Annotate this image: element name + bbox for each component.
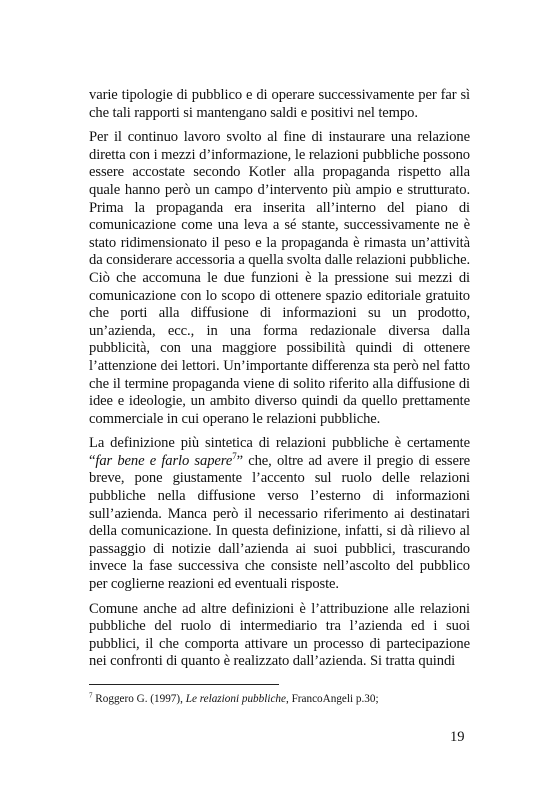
page-body	[89, 87, 470, 678]
paragraph-3-start: La definizione più sintetica di relazioni pubbliche è certamente “	[89, 435, 470, 469]
paragraph-1: varie tipologie di pubblico e di operare successivamente per far sì che tali rapporti si mantengano saldi e positivi nel tempo.	[89, 87, 470, 121]
footnote-divider	[89, 684, 279, 685]
footnote-reference[interactable]: 7	[232, 451, 237, 462]
footnote-number: 7	[89, 691, 93, 700]
footnote-text-end: , FrancoAngeli p.30;	[285, 693, 379, 705]
paragraph-3	[89, 435, 470, 593]
paragraph-4: Comune anche ad altre definizioni è l’attribuzione alle relazioni pubbliche del ruolo di intermediario tra l’azienda ed i suoi pubblici, il che comporta attivare un processo di partecipazione nei confronti di quanto è realizzato dall’azienda. Si tratta quindi	[89, 600, 470, 670]
page-number: 19	[450, 729, 465, 745]
paragraph-2: Per il continuo lavoro svolto al fine di instaurare una relazione diretta con i mezzi d’informazione, le relazioni pubbliche possono essere accostate secondo Kotler alla propaganda rispetto alla quale hanno però un campo d’intervento più ampio e strutturato. Prima la propaganda era inserita all’interno del piano di comunicazione come una leva a sé stante, successivamente ne è stato ridimensionato il peso e la propaganda è rimasta un’attività da considerare accessoria a quella svolta dalle relazioni pubbliche. Ciò che accomuna le due funzioni è la pressione sui mezzi di comunicazione con lo scopo di ottenere spazio editoriale gratuito che porti alla diffusione di informazioni su un prodotto, un’azienda, ecc., in una forma redazionale diversa dalla pubblicità, con una maggiore possibilità quindi di ottenere l’attenzione dei lettori. Un’importante differenza sta però nel fatto che il termine propaganda viene di solito riferito alla diffusione di idee e ideologie, un ambito diverso quindi da quello prettamente commerciale in cui operano le relazioni pubbliche.	[89, 129, 470, 427]
footnote-text-start: Roggero G. (1997),	[92, 693, 186, 705]
paragraph-3-end: ” che, oltre ad avere il pregio di essere breve, pone giustamente l’accento sul ruolo delle relazioni pubbliche nella diffusione verso l’esterno di informazioni sull’azienda. Manca però il necessario riferimento ai destinatari della comunicazione. In questa definizione, infatti, si dà rilievo al passaggio di notizie dall’azienda ai suoi pubblici, trascurando invece la fase successiva che consiste nell’ascolto del pubblico per coglierne reazioni ed eventuali risposte.	[89, 452, 470, 593]
definition-quote: far bene e farlo sapere	[95, 452, 233, 469]
footnote	[89, 692, 489, 706]
footnote-book-title: Le relazioni pubbliche	[185, 693, 286, 705]
